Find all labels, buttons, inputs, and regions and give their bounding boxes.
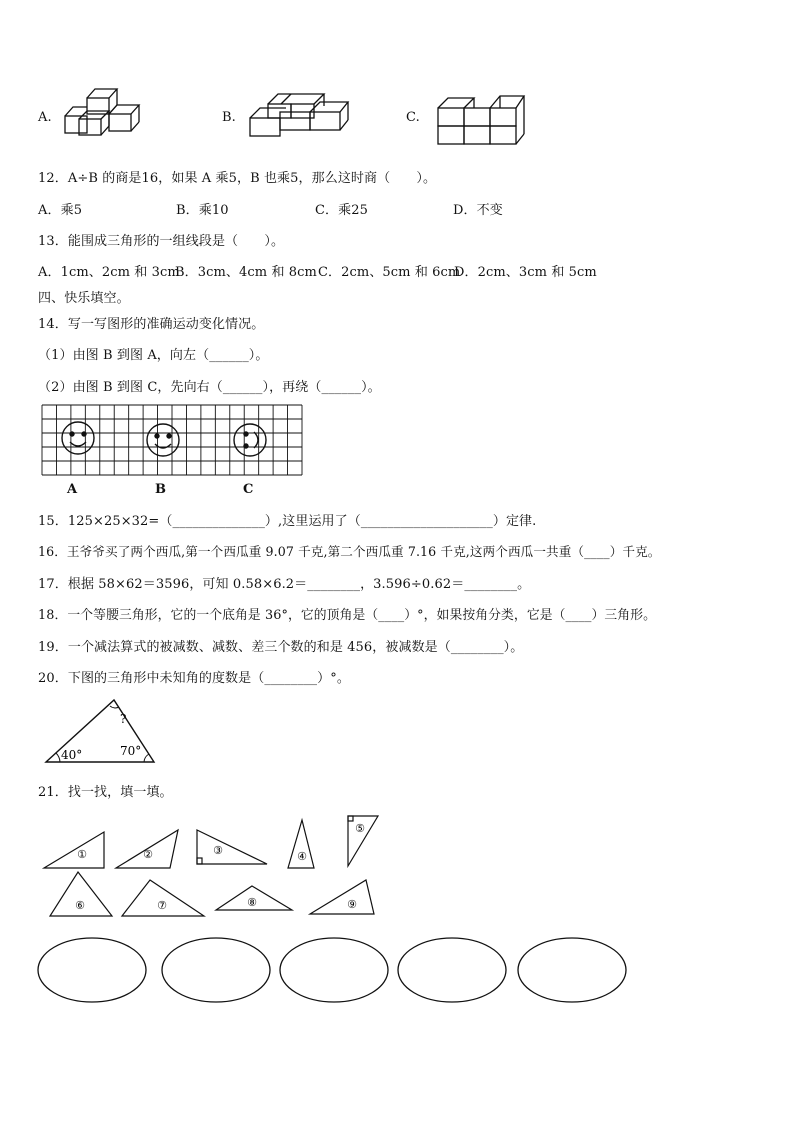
q21-text: 21．找一找，填一填。 [38,785,173,800]
q20-triangle-figure [44,695,164,767]
triangle-label-5: ⑤ [355,822,365,835]
q13-option-c: C．2cm、5cm 和 6cm [318,265,461,280]
q12-option-c: C．乘25 [315,203,368,218]
q11-figure-a-cubes [62,86,152,136]
q12-option-a: A．乘5 [38,203,83,218]
q14-part1: （1）由图 B 到图 A，向左（______）。 [38,348,269,363]
answer-ellipse-4[interactable] [398,938,506,1002]
q13-option-b: B．3cm、4cm 和 8cm [175,265,317,280]
answer-ellipse-5[interactable] [518,938,626,1002]
q13-stem: 13．能围成三角形的一组线段是（ ）。 [38,234,285,249]
triangle-label-3: ③ [213,844,223,857]
q11-figure-b-cubes [246,90,356,140]
q12-option-d: D．不变 [453,203,503,218]
answer-ellipse-1[interactable] [38,938,146,1002]
q11-option-c-label: C. [406,110,420,125]
q17-text: 17．根据 58×62＝3596，可知 0.58×6.2＝________，3.596÷0.62＝________。 [38,577,531,592]
q11-option-b-label: B. [222,110,236,125]
q18-text: 18．一个等腰三角形，它的一个底角是 36°，它的顶角是（____）°，如果按角分类，它是（____）三角形。 [38,608,656,623]
triangle-label-1: ① [77,848,87,861]
q14-label-b: B [155,482,166,497]
triangle-label-7: ⑦ [157,899,167,912]
q14-label-c: C [243,482,254,497]
q14-stem: 14．写一写图形的准确运动变化情况。 [38,317,265,332]
q15-text: 15．125×25×32=（______________）,这里运用了（____________________）定律. [38,514,537,529]
triangle-label-6: ⑥ [75,899,85,912]
q14-part2: （2）由图 B 到图 C，先向右（______），再绕（______）。 [38,380,381,395]
q21-answer-ellipses [36,934,636,1004]
triangle-label-4: ④ [297,850,307,863]
q12-stem: 12．A÷B 的商是16，如果 A 乘5，B 也乘5，那么这时商（ ）。 [38,171,437,186]
q20-text: 20．下图的三角形中未知角的度数是（________）°。 [38,671,350,686]
triangle-1 [44,832,104,868]
q21-triangles-figure [40,810,400,920]
q13-option-d: D．2cm、3cm 和 5cm [454,265,597,280]
q13-option-a: A．1cm、2cm 和 3cm [38,265,180,280]
q11-option-a-label: A. [38,110,52,125]
answer-ellipse-3[interactable] [280,938,388,1002]
q20-angle-unknown: ? [120,712,127,726]
triangle-label-8: ⑧ [247,896,257,909]
answer-ellipse-2[interactable] [162,938,270,1002]
q20-angle-70: 70° [120,744,142,758]
section-title: 四、快乐填空。 [38,291,130,306]
triangle-9 [310,880,374,914]
q16-text: 16．王爷爷买了两个西瓜,第一个西瓜重 9.07 千克,第二个西瓜重 7.16 千克,这两个西瓜一共重（____）千克。 [38,544,661,559]
q14-label-a: A [67,482,78,497]
triangle-label-9: ⑨ [347,898,357,911]
triangle-label-2: ② [143,848,153,861]
q11-figure-c-cubes [430,92,530,152]
q19-text: 19．一个减法算式的被减数、减数、差三个数的和是 456，被减数是（________）。 [38,640,524,655]
q12-option-b: B．乘10 [176,203,229,218]
q20-angle-40: 40° [61,748,83,762]
triangle-3 [197,830,267,864]
q14-grid-figure [41,404,303,476]
